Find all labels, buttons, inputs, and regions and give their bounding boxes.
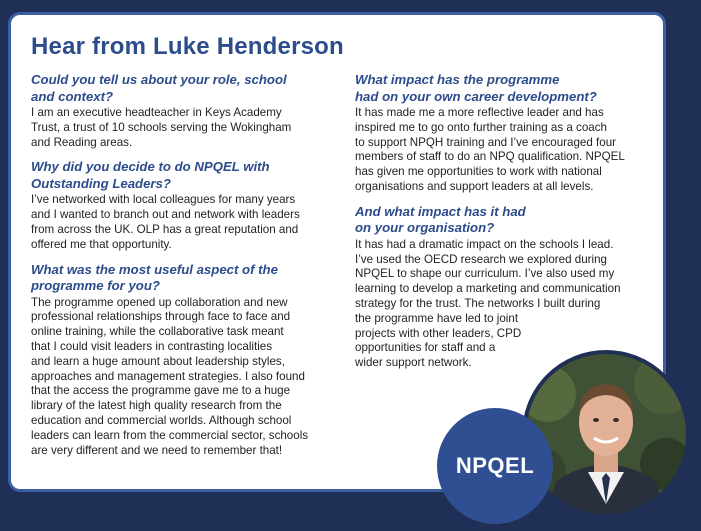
- answer-why-npqel: I’ve networked with local colleagues for many years and I wanted to branch out and network with leaders from across the UK. OLP has a great reputation and offered me that opportunity.: [31, 193, 300, 251]
- page-title: Hear from Luke Henderson: [31, 33, 344, 60]
- badge-label: NPQEL: [455, 453, 535, 478]
- left-column: [31, 72, 349, 467]
- question-organisation-impact: And what impact has it had on your organisation?: [355, 203, 526, 236]
- question-role: Could you tell us about your role, school and context?: [31, 72, 287, 104]
- answer-role: I am an executive headteacher in Keys Academy Trust, a trust of 10 schools serving the Wokingham and Reading areas.: [31, 106, 292, 149]
- right-column: [355, 72, 655, 380]
- answer-most-useful: The programme opened up collaboration and new professional relationships through face to face and online training, while the collaborative task meant that I could visit leaders in contrasting localities and learn a huge amount about leadership styles, approaches and management strategies. I also found that the access the programme gave me to a huge library of the latest high quality research from the education and commercial worlds. Although school leaders can learn from the commercial sector, schools are very different and we need to remember that!: [31, 295, 309, 457]
- question-most-useful: What was the most useful aspect of the programme for you?: [31, 261, 278, 294]
- npqel-badge: [437, 408, 553, 524]
- question-why-npqel: Why did you decide to do NPQEL with Outstanding Leaders?: [31, 159, 270, 191]
- answer-career-impact: It has made me a more reflective leader and has inspired me to go onto further training as a coach to support NPQH training and I’ve encouraged four members of staff to do an NPQ qualification. NPQEL has given me opportunities to work with national organisations and support leaders at all levels.: [355, 106, 625, 193]
- question-career-impact: What impact has the programme had on your own career development?: [355, 72, 597, 104]
- portrait-photo: [522, 350, 690, 518]
- portrait-illustration: [526, 354, 686, 514]
- answer-organisation-impact: It has had a dramatic impact on the schools I lead. I’ve used the OECD research we explored during NPQEL to shape our curriculum. I’ve also used my learning to develop a marketing and communication strategy for the trust. The networks I built during the programme have led to joint projects with other leaders, CPD opportunities for staff and a wider support network.: [355, 237, 621, 370]
